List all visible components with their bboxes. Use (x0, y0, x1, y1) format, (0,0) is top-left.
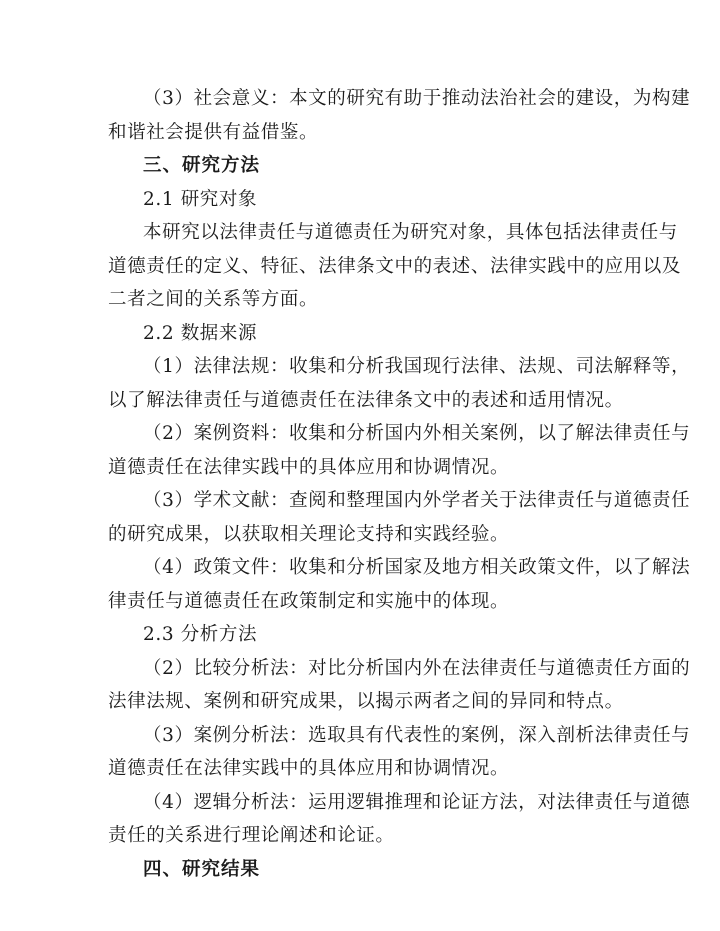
paragraph-laws-line-1: （1）法律法规：收集和分析我国现行法律、法规、司法解释等， (143, 356, 691, 377)
section-heading-research-results: 四、研究结果 (143, 859, 261, 880)
paragraph-logic-line-1: （4）逻辑分析法：运用逻辑推理和论证方法，对法律责任与道德 (143, 792, 691, 813)
paragraph-research-object-line-1: 本研究以法律责任与道德责任为研究对象，具体包括法律责任与 (143, 222, 678, 243)
paragraph-cases-line-1: （2）案例资料：收集和分析国内外相关案例，以了解法律责任与 (143, 423, 691, 444)
paragraph-research-object-line-2: 道德责任的定义、特征、法律条文中的表述、法律实践中的应用以及 (108, 256, 682, 277)
paragraph-logic-line-2: 责任的关系进行理论阐述和论证。 (108, 825, 395, 846)
paragraph-policy-line-2: 律责任与道德责任在政策制定和实施中的体现。 (108, 591, 510, 612)
section-heading-research-methods: 三、研究方法 (143, 155, 261, 176)
paragraph-case-analysis-line-2: 道德责任在法律实践中的具体应用和协调情况。 (108, 758, 510, 779)
subheading-data-sources: 2.2 数据来源 (143, 323, 258, 344)
paragraph-laws-line-2: 以了解法律责任与道德责任在法律条文中的表述和适用情况。 (108, 390, 624, 411)
paragraph-literature-line-2: 的研究成果，以获取相关理论支持和实践经验。 (108, 524, 510, 545)
paragraph-literature-line-1: （3）学术文献：查阅和整理国内外学者关于法律责任与道德责任 (143, 490, 691, 511)
paragraph-social-significance-line-2: 和谐社会提供有益借鉴。 (108, 122, 319, 143)
paragraph-cases-line-2: 道德责任在法律实践中的具体应用和协调情况。 (108, 457, 510, 478)
paragraph-social-significance-line-1: （3）社会意义：本文的研究有助于推动法治社会的建设，为构建 (143, 88, 691, 109)
paragraph-policy-line-1: （4）政策文件：收集和分析国家及地方相关政策文件，以了解法 (143, 557, 691, 578)
subheading-research-object: 2.1 研究对象 (143, 189, 258, 210)
subheading-analysis-methods: 2.3 分析方法 (143, 624, 258, 645)
paragraph-research-object-line-3: 二者之间的关系等方面。 (108, 289, 319, 310)
paragraph-comparative-line-2: 法律法规、案例和研究成果，以揭示两者之间的异同和特点。 (108, 691, 624, 712)
paragraph-comparative-line-1: （2）比较分析法：对比分析国内外在法律责任与道德责任方面的 (143, 658, 691, 679)
paragraph-case-analysis-line-1: （3）案例分析法：选取具有代表性的案例，深入剖析法律责任与 (143, 725, 691, 746)
